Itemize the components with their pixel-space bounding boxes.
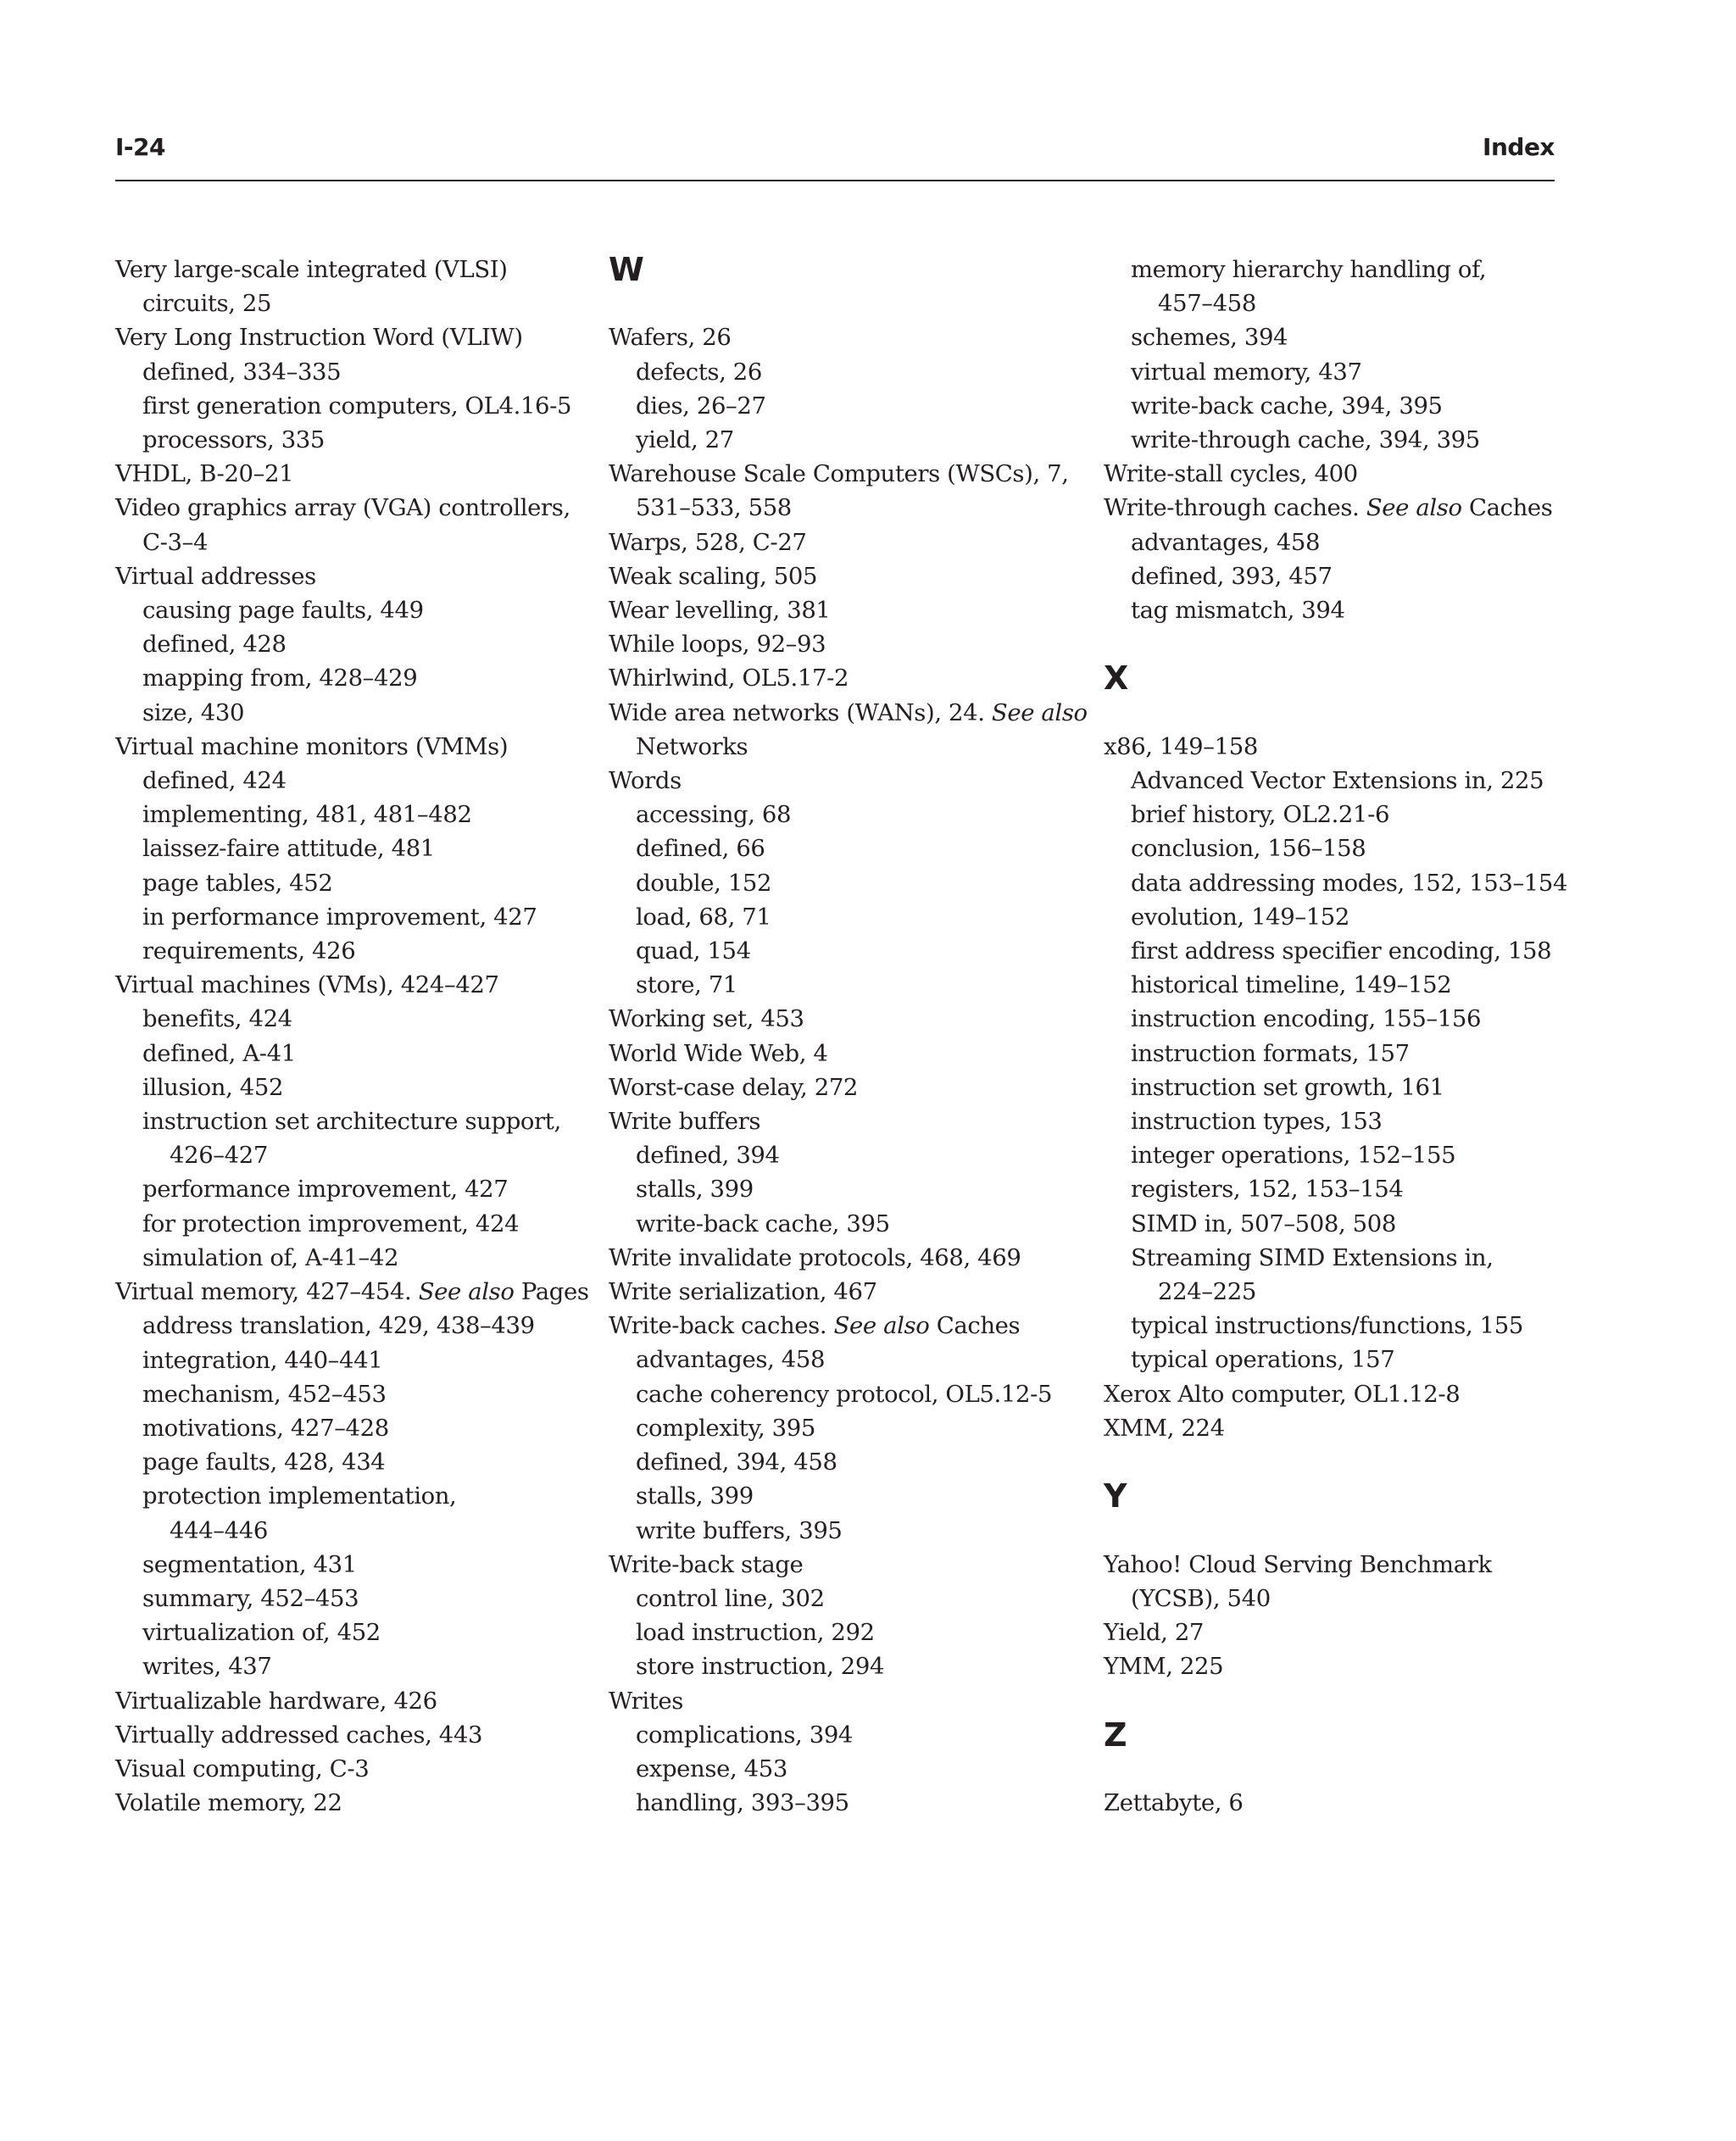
- entry-text: advantages, 458: [636, 1346, 826, 1374]
- entry-text: 444–446: [170, 1516, 268, 1544]
- entry-text: summary, 452–453: [142, 1584, 359, 1612]
- index-subentry: [1104, 355, 1555, 389]
- index-subentry: [609, 1786, 1100, 1820]
- entry-text: 426–427: [170, 1142, 268, 1170]
- entry-text: Virtually addressed caches, 443: [115, 1721, 483, 1749]
- entry-text: Write-stall cycles, 400: [1104, 460, 1358, 488]
- index-entry: [1104, 1411, 1555, 1445]
- entry-text: complexity, 395: [636, 1414, 815, 1442]
- index-entry: [609, 696, 1100, 764]
- index-subentry: [115, 1411, 590, 1445]
- entry-text: C-3–4: [142, 528, 209, 556]
- entry-text: Virtual addresses: [115, 562, 316, 590]
- index-subentry: [115, 900, 590, 934]
- entry-text: instruction encoding, 155–156: [1131, 1005, 1482, 1033]
- index-entry: [1104, 1786, 1555, 1820]
- entry-text: (YCSB), 540: [1131, 1584, 1271, 1612]
- index-entry: [609, 526, 1100, 559]
- entry-text: Worst-case delay, 272: [609, 1073, 859, 1101]
- index-entry: [1104, 1615, 1555, 1649]
- index-entry: [1104, 1548, 1555, 1615]
- index-subentry: [1104, 1138, 1555, 1172]
- index-section-letter: W: [609, 251, 644, 288]
- index-subentry: [115, 1615, 590, 1649]
- entry-text: typical operations, 157: [1131, 1346, 1395, 1374]
- entry-text: Whirlwind, OL5.17-2: [609, 665, 849, 692]
- index-subentry: [1104, 764, 1555, 798]
- entry-text: store instruction, 294: [636, 1653, 885, 1681]
- entry-text: writes, 437: [142, 1653, 272, 1681]
- entry-text: defined, A-41: [142, 1039, 296, 1067]
- index-entry: [1104, 491, 1555, 525]
- entry-text: Write-through caches.: [1104, 494, 1360, 522]
- entry-text: Wide area networks (WANs), 24.: [609, 698, 985, 726]
- index-subentry: [1104, 831, 1555, 865]
- index-subentry: [1104, 559, 1555, 593]
- entry-text: laissez-faire attitude, 481: [142, 835, 435, 863]
- entry-text: defined, 393, 457: [1131, 562, 1333, 590]
- index-subentry: [115, 1343, 590, 1377]
- index-entry: [1104, 1377, 1555, 1411]
- index-entry: [609, 320, 1100, 354]
- index-subentry: [609, 900, 1100, 934]
- see-also-target: Caches: [1468, 494, 1553, 522]
- see-also-target: Pages: [520, 1278, 589, 1306]
- index-subentry: [1104, 1070, 1555, 1104]
- see-also-label: See also: [991, 698, 1088, 726]
- entry-text: defined, 66: [636, 835, 765, 863]
- entry-text: defined, 424: [142, 767, 287, 795]
- index-entry: [115, 559, 590, 593]
- index-subentry: [609, 831, 1100, 865]
- section-spacer: [1104, 1683, 1555, 1717]
- entry-text: Yahoo! Cloud Serving Benchmark: [1104, 1550, 1492, 1578]
- entry-text: defined, 428: [142, 631, 287, 659]
- page-header: [115, 129, 1555, 181]
- index-subentry: [115, 1649, 590, 1683]
- index-subentry: [1104, 866, 1568, 900]
- entry-text: Warps, 528, C-27: [609, 528, 807, 556]
- entry-text: advantages, 458: [1131, 528, 1321, 556]
- entry-text: for protection improvement, 424: [142, 1210, 520, 1237]
- index-subentry: [609, 1615, 1100, 1649]
- entry-text: instruction formats, 157: [1131, 1039, 1410, 1067]
- index-subentry: [115, 1377, 590, 1411]
- entry-text: simulation of, A-41–42: [142, 1243, 399, 1271]
- index-entry: [609, 457, 1100, 525]
- entry-text: write-through cache, 394, 395: [1131, 426, 1480, 454]
- entry-text: performance improvement, 427: [142, 1176, 509, 1204]
- index-subentry: [609, 1718, 1100, 1752]
- entry-text: instruction types, 153: [1131, 1108, 1383, 1136]
- index-subentry: [1104, 1343, 1555, 1376]
- index-entry: [115, 1718, 590, 1752]
- index-column-1: [115, 253, 590, 1820]
- entry-text: causing page faults, 449: [142, 597, 424, 625]
- index-subentry: [115, 1479, 590, 1547]
- index-subentry: [609, 1752, 1100, 1786]
- index-section-letter: Y: [1104, 1477, 1127, 1515]
- index-subentry: [115, 389, 590, 423]
- entry-text: XMM, 224: [1104, 1414, 1225, 1442]
- index-subentry: [115, 764, 590, 798]
- entry-text: memory hierarchy handling of,: [1131, 256, 1487, 283]
- see-also-target: Networks: [636, 732, 748, 760]
- entry-text: mechanism, 452–453: [142, 1380, 387, 1408]
- entry-text: page tables, 452: [142, 869, 333, 897]
- entry-text: virtualization of, 452: [142, 1619, 381, 1647]
- entry-text: double, 152: [636, 869, 772, 897]
- index-subentry: [115, 1002, 590, 1036]
- index-subentry: [609, 1343, 1100, 1376]
- index-entry: [609, 593, 1100, 627]
- entry-text: Warehouse Scale Computers (WSCs), 7,: [609, 460, 1069, 488]
- entry-text: 457–458: [1158, 290, 1256, 318]
- entry-text: load, 68, 71: [636, 903, 771, 931]
- entry-text: segmentation, 431: [142, 1550, 357, 1578]
- entry-text: Working set, 453: [609, 1005, 804, 1033]
- index-entry: [115, 1275, 590, 1309]
- entry-text: Volatile memory, 22: [115, 1789, 342, 1817]
- index-entry: [115, 457, 590, 491]
- index-entry: [1104, 730, 1555, 764]
- index-entry: [115, 968, 590, 1002]
- entry-text: Xerox Alto computer, OL1.12-8: [1104, 1380, 1461, 1408]
- index-subentry: [1104, 320, 1555, 354]
- entry-text: stalls, 399: [636, 1176, 754, 1204]
- index-subentry: [1104, 900, 1555, 934]
- entry-text: Virtual machines (VMs), 424–427: [115, 971, 499, 999]
- index-subentry: [115, 1070, 590, 1104]
- index-subentry: [609, 1172, 1100, 1206]
- entry-text: Wear levelling, 381: [609, 597, 831, 625]
- index-subentry: [115, 1207, 590, 1241]
- entry-text: implementing, 481, 481–482: [142, 801, 472, 829]
- index-section-letter: X: [1104, 659, 1128, 698]
- entry-text: Zettabyte, 6: [1104, 1789, 1244, 1817]
- index-subentry: [115, 1548, 590, 1582]
- entry-text: quad, 154: [636, 937, 751, 965]
- entry-text: Weak scaling, 505: [609, 562, 818, 590]
- index-subentry: [609, 423, 1100, 457]
- index-subentry: [609, 1582, 1100, 1615]
- index-entry: [1104, 1649, 1555, 1683]
- index-subentry: [1104, 1037, 1555, 1070]
- entry-text: page faults, 428, 434: [142, 1449, 386, 1476]
- entry-text: Wafers, 26: [609, 324, 732, 352]
- index-subentry: [115, 1104, 590, 1172]
- entry-text: first address specifier encoding, 158: [1131, 937, 1552, 965]
- entry-text: instruction set architecture support,: [142, 1108, 561, 1136]
- index-subentry: [609, 1479, 1100, 1513]
- entry-text: historical timeline, 149–152: [1131, 971, 1452, 999]
- index-subentry: [609, 1207, 1100, 1241]
- index-entry: [609, 627, 1100, 661]
- entry-text: control line, 302: [636, 1584, 825, 1612]
- entry-text: 224–225: [1158, 1278, 1256, 1306]
- entry-text: Write buffers: [609, 1108, 761, 1136]
- entry-text: yield, 27: [636, 426, 734, 453]
- index-entry: [1104, 457, 1555, 491]
- entry-text: Writes: [609, 1687, 684, 1715]
- index-subentry: [609, 1138, 1100, 1172]
- index-section-letter: Z: [1104, 1716, 1127, 1754]
- index-entry: [609, 1070, 1100, 1104]
- entry-text: write-back cache, 395: [636, 1210, 890, 1237]
- index-entry: [115, 491, 590, 559]
- entry-text: Words: [609, 767, 682, 795]
- entry-text: circuits, 25: [142, 290, 272, 318]
- index-entry: [609, 1037, 1100, 1070]
- index-subentry: [115, 934, 590, 968]
- entry-text: defined, 334–335: [142, 358, 342, 386]
- index-subentry: [115, 593, 590, 627]
- entry-text: virtual memory, 437: [1131, 358, 1362, 386]
- index-entry: [609, 661, 1100, 695]
- index-subentry: [115, 1172, 590, 1206]
- entry-text: Very large-scale integrated (VLSI): [115, 256, 508, 283]
- index-subentry: [115, 1309, 590, 1343]
- entry-text: tag mismatch, 394: [1131, 597, 1345, 625]
- entry-text: processors, 335: [142, 426, 325, 454]
- entry-text: first generation computers, OL4.16-5: [142, 392, 572, 420]
- index-subentry: [115, 831, 590, 865]
- entry-text: typical instructions/functions, 155: [1131, 1312, 1523, 1340]
- index-subentry: [609, 1377, 1100, 1411]
- entry-text: cache coherency protocol, OL5.12-5: [636, 1380, 1053, 1408]
- index-subentry: [1104, 1207, 1555, 1241]
- page-number: I-24: [115, 133, 166, 161]
- entry-text: in performance improvement, 427: [142, 903, 537, 931]
- see-also-target: Caches: [936, 1312, 1021, 1340]
- index-entry: [609, 1548, 1100, 1582]
- entry-text: illusion, 452: [142, 1073, 284, 1101]
- entry-text: Yield, 27: [1104, 1619, 1205, 1647]
- index-entry: [609, 1684, 1100, 1718]
- index-subentry: [115, 1582, 590, 1615]
- index-subentry: [115, 355, 590, 389]
- entry-text: Write serialization, 467: [609, 1278, 877, 1306]
- entry-text: store, 71: [636, 971, 738, 999]
- entry-text: expense, 453: [636, 1755, 787, 1782]
- entry-text: schemes, 394: [1131, 324, 1288, 352]
- entry-text: write buffers, 395: [636, 1516, 843, 1544]
- index-column-2: [609, 253, 1100, 1820]
- index-entry: [115, 253, 590, 320]
- entry-text: defined, 394: [636, 1142, 780, 1170]
- index-subentry: [1104, 526, 1555, 559]
- index-entry: [609, 1275, 1100, 1309]
- section-spacer: [1104, 1445, 1555, 1479]
- entry-text: Visual computing, C-3: [115, 1755, 370, 1782]
- entry-text: integration, 440–441: [142, 1346, 383, 1374]
- entry-text: VHDL, B-20–21: [115, 460, 294, 488]
- entry-text: data addressing modes, 152, 153–154: [1131, 869, 1568, 897]
- index-subentry: [609, 1649, 1100, 1683]
- entry-text: load instruction, 292: [636, 1619, 875, 1647]
- index-subentry: [609, 1411, 1100, 1445]
- index-subentry: [609, 968, 1100, 1002]
- index-subentry: [115, 1241, 590, 1275]
- entry-text: Virtual memory, 427–454.: [115, 1278, 412, 1306]
- index-entry: [609, 1104, 1100, 1138]
- entry-text: defined, 394, 458: [636, 1449, 837, 1476]
- index-entry: [609, 1241, 1100, 1275]
- see-also-label: See also: [1366, 494, 1462, 522]
- index-subentry: [1104, 968, 1555, 1002]
- index-subentry: [1104, 934, 1555, 968]
- index-entry: [115, 1752, 590, 1786]
- entry-text: Write invalidate protocols, 468, 469: [609, 1243, 1021, 1271]
- index-subentry: [1104, 593, 1555, 627]
- section-spacer: [1104, 627, 1555, 661]
- index-subentry: [609, 1514, 1100, 1548]
- index-entry: [115, 1684, 590, 1718]
- entry-text: registers, 152, 153–154: [1131, 1176, 1404, 1204]
- index-entry: [609, 764, 1100, 798]
- index-subentry: [115, 1037, 590, 1070]
- index-subentry: [115, 661, 590, 695]
- index-subentry: [1104, 1309, 1555, 1343]
- see-also-label: See also: [833, 1312, 930, 1340]
- entry-text: Write-back stage: [609, 1550, 804, 1578]
- index-subentry: [1104, 423, 1555, 457]
- index-subentry: [115, 696, 590, 730]
- entry-text: motivations, 427–428: [142, 1414, 389, 1442]
- entry-text: defects, 26: [636, 358, 762, 386]
- index-subentry: [115, 423, 590, 457]
- entry-text: Virtual machine monitors (VMMs): [115, 732, 509, 760]
- index-subentry: [1104, 253, 1555, 320]
- index-entry: [609, 559, 1100, 593]
- entry-text: evolution, 149–152: [1131, 903, 1349, 931]
- index-entry: [115, 320, 590, 354]
- index-subentry: [1104, 1241, 1555, 1309]
- entry-text: dies, 26–27: [636, 392, 766, 420]
- entry-text: x86, 149–158: [1104, 732, 1258, 760]
- index-entry: [609, 1309, 1100, 1343]
- entry-text: write-back cache, 394, 395: [1131, 392, 1443, 420]
- index-entry: [609, 1002, 1100, 1036]
- entry-text: Very Long Instruction Word (VLIW): [115, 324, 523, 352]
- index-subentry: [1104, 389, 1555, 423]
- entry-text: Write-back caches.: [609, 1312, 827, 1340]
- index-subentry: [115, 627, 590, 661]
- index-subentry: [609, 355, 1100, 389]
- entry-text: YMM, 225: [1104, 1653, 1224, 1681]
- entry-text: handling, 393–395: [636, 1789, 849, 1817]
- entry-text: World Wide Web, 4: [609, 1039, 828, 1067]
- entry-text: Advanced Vector Extensions in, 225: [1131, 767, 1544, 795]
- entry-text: instruction set growth, 161: [1131, 1073, 1444, 1101]
- index-entry: [115, 730, 590, 764]
- index-subentry: [609, 389, 1100, 423]
- index-subentry: [1104, 1104, 1555, 1138]
- entry-text: Virtualizable hardware, 426: [115, 1687, 437, 1715]
- entry-text: benefits, 424: [142, 1005, 292, 1033]
- running-head: Index: [1483, 133, 1555, 161]
- index-column-3: [1104, 253, 1568, 1820]
- entry-text: address translation, 429, 438–439: [142, 1312, 535, 1340]
- entry-text: SIMD in, 507–508, 508: [1131, 1210, 1396, 1237]
- index-subentry: [609, 934, 1100, 968]
- entry-text: conclusion, 156–158: [1131, 835, 1366, 863]
- index-subentry: [609, 798, 1100, 831]
- entry-text: stalls, 399: [636, 1482, 754, 1510]
- entry-text: accessing, 68: [636, 801, 792, 829]
- index-subentry: [1104, 1172, 1555, 1206]
- entry-text: Streaming SIMD Extensions in,: [1131, 1243, 1494, 1271]
- entry-text: 531–533, 558: [636, 494, 792, 522]
- entry-text: size, 430: [142, 698, 245, 726]
- entry-text: complications, 394: [636, 1721, 854, 1749]
- index-subentry: [1104, 798, 1555, 831]
- index-subentry: [609, 1445, 1100, 1479]
- entry-text: mapping from, 428–429: [142, 665, 418, 692]
- entry-text: Video graphics array (VGA) controllers,: [115, 494, 570, 522]
- entry-text: While loops, 92–93: [609, 631, 826, 659]
- entry-text: protection implementation,: [142, 1482, 457, 1510]
- entry-text: integer operations, 152–155: [1131, 1142, 1456, 1170]
- index-subentry: [1104, 1002, 1555, 1036]
- index-subentry: [115, 1445, 590, 1479]
- index-entry: [115, 1786, 590, 1820]
- see-also-label: See also: [418, 1278, 515, 1306]
- entry-text: requirements, 426: [142, 937, 356, 965]
- index-subentry: [115, 798, 590, 831]
- index-subentry: [609, 866, 1100, 900]
- entry-text: brief history, OL2.21-6: [1131, 801, 1390, 829]
- index-subentry: [115, 866, 590, 900]
